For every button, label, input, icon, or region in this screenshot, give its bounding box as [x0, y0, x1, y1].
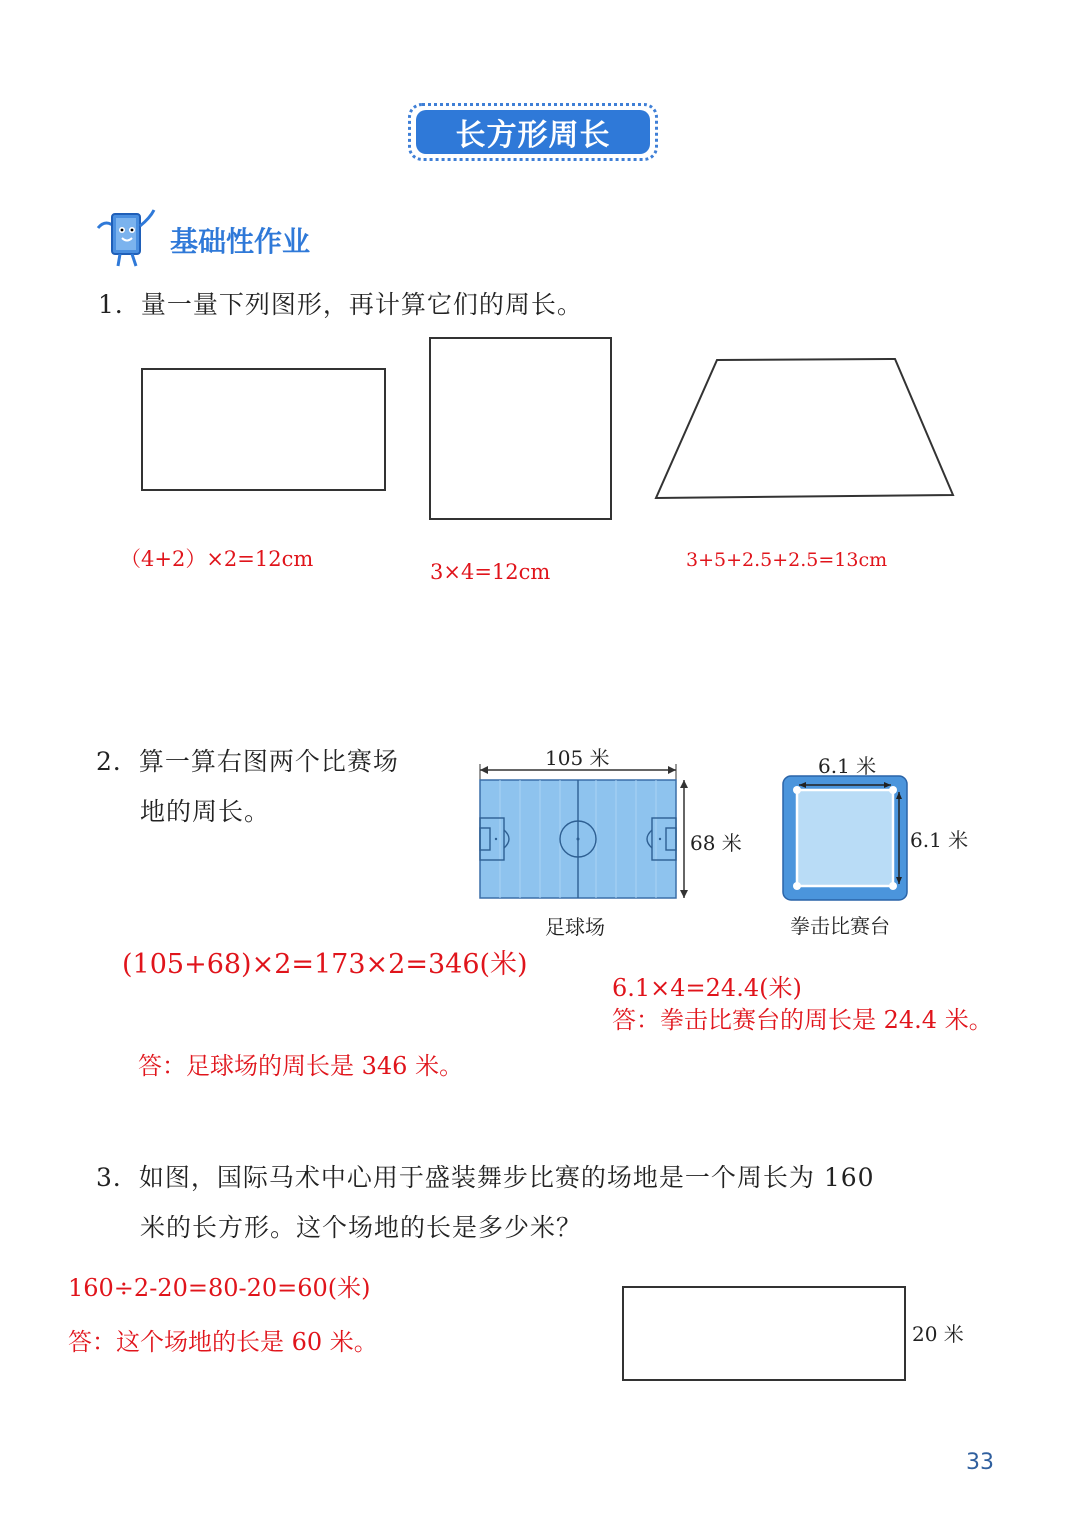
- q3-calculation: 160÷2-20=80-20=60(米): [68, 1274, 371, 1302]
- question-3-line1: 3．如图，国际马术中心用于盛装舞步比赛的场地是一个周长为 160: [96, 1163, 875, 1192]
- soccer-caption: 足球场: [545, 915, 605, 939]
- question-1: 1．量一量下列图形，再计算它们的周长。: [98, 290, 583, 319]
- boxing-ring-figure: [775, 770, 915, 905]
- boxing-side-label: 6.1 米: [910, 828, 969, 852]
- figure-rectangle: [142, 369, 385, 490]
- q1-answer-2: 3×4=12cm: [430, 560, 551, 584]
- section-heading: 基础性作业: [170, 225, 311, 258]
- question-2-line1: 2．算一算右图两个比赛场: [96, 747, 399, 776]
- page-number: 33: [966, 1450, 994, 1475]
- book-mascot-icon: [94, 206, 160, 270]
- question-3-line2: 米的长方形。这个场地的长是多少米？: [140, 1213, 583, 1242]
- boxing-answer: 答：拳击比赛台的周长是 24.4 米。: [612, 1006, 993, 1034]
- figure-trapezoid: [656, 359, 953, 498]
- figure-square: [430, 338, 611, 519]
- boxing-caption: 拳击比赛台: [790, 914, 890, 938]
- soccer-top-label: 105 米: [545, 746, 610, 770]
- q1-answer-3: 3+5+2.5+2.5=13cm: [686, 549, 888, 571]
- boxing-top-label: 6.1 米: [818, 754, 877, 778]
- page-title: 长方形周长: [416, 110, 650, 154]
- q1-answer-1: （4+2）×2=12cm: [120, 547, 314, 571]
- soccer-side-label: 68 米: [690, 831, 742, 855]
- soccer-answer: 答：足球场的周长是 346 米。: [138, 1052, 464, 1080]
- boxing-calculation: 6.1×4=24.4(米): [612, 974, 802, 1002]
- title-badge: [408, 103, 658, 161]
- question-2-line2: 地的周长。: [140, 797, 271, 826]
- soccer-field-figure: [470, 760, 700, 910]
- q3-side-label: 20 米: [912, 1322, 964, 1346]
- q3-answer: 答：这个场地的长是 60 米。: [68, 1328, 378, 1356]
- soccer-calculation: (105+68)×2=173×2=346(米): [122, 949, 528, 980]
- q3-field-figure: [620, 1284, 910, 1384]
